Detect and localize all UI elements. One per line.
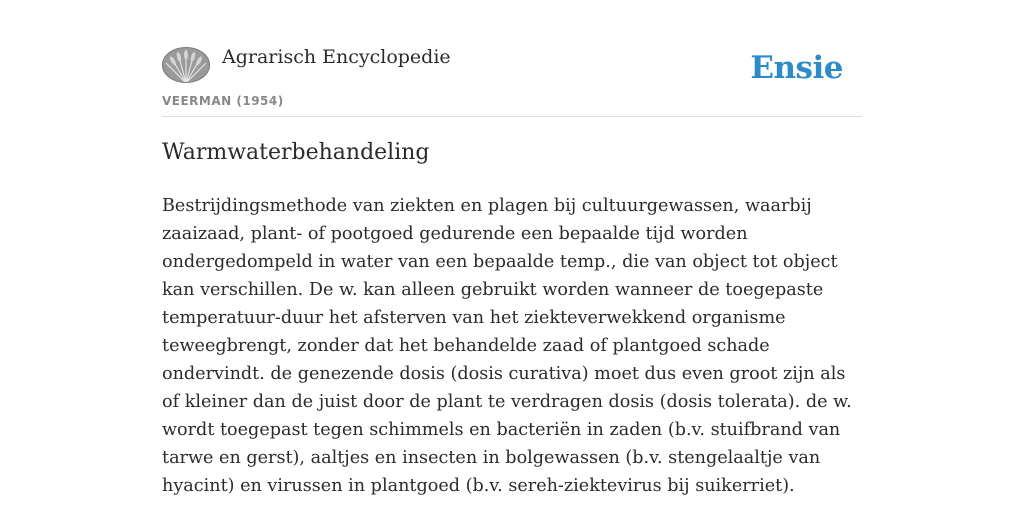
wheat-sheaf-icon — [162, 47, 210, 83]
source-author: VEERMAN (1954) — [162, 94, 284, 108]
source-header — [162, 44, 862, 117]
entry-body: Bestrijdingsmethode van ziekten en plagen bij cultuurgewassen, waarbij zaaizaad, plant- of pootgoed gedurende een bepaalde tijd worden ondergedompeld in water van een bepaalde temp., die van object tot object kan verschillen. De w. kan alleen gebruikt worden wanneer de toegepaste temperatuur-duur het afsterven van het ziekteverwekkend organisme teweegbrengt, zonder dat het behandelde zaad of plantgoed schade ondervindt. de genezende dosis (dosis curativa) moet dus even groot zijn als of kleiner dan de juist door de plant te verdragen dosis (dosis tolerata). de w. wordt toegepast tegen schimmels en bacteriën in zaden (b.v. stuifbrand van tarwe en gerst), aaltjes en insecten in bolgewassen (b.v. stengelaaltje van hyacint) en virussen in plantgoed (b.v. sereh-ziektevirus bij suikerriet). — [162, 196, 852, 496]
entry-title: Warmwaterbehandeling — [162, 140, 430, 165]
ensie-logo[interactable]: Ensie — [750, 50, 843, 86]
source-title[interactable]: Agrarisch Encyclopedie — [222, 46, 451, 68]
